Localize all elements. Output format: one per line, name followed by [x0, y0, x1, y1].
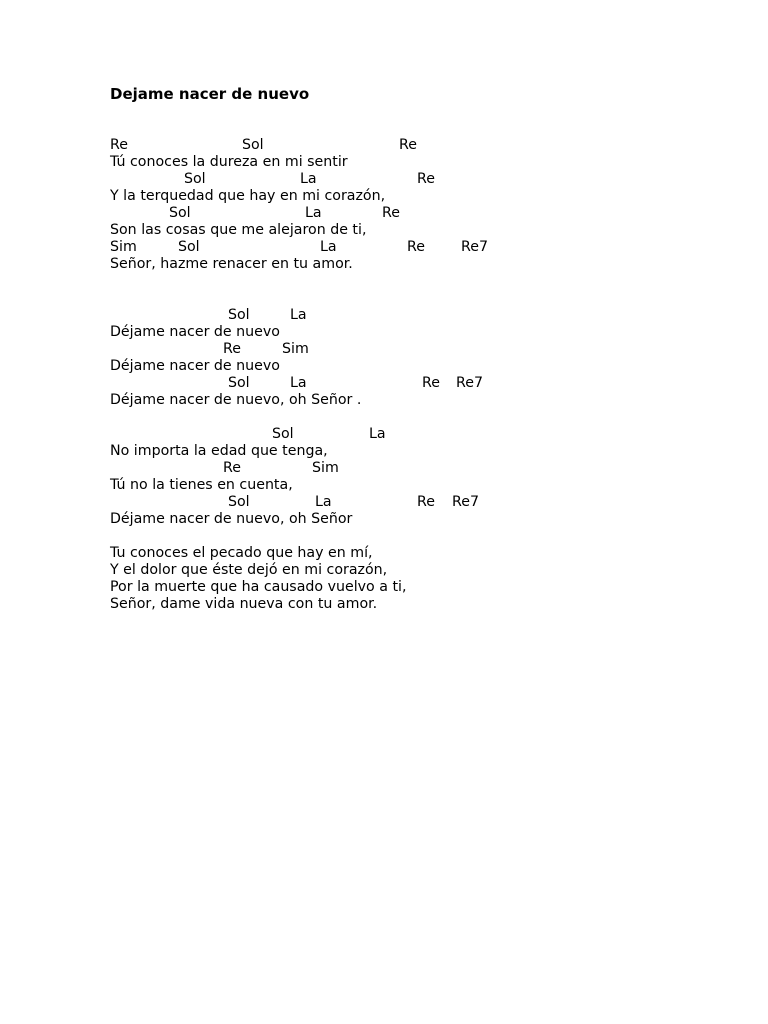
chord: Sim: [282, 341, 309, 357]
lyric-line: Señor, hazme renacer en tu amor.: [110, 256, 353, 272]
chord: Re: [399, 137, 417, 153]
chord: La: [290, 375, 307, 391]
chord: Re: [110, 137, 128, 153]
chord: Re: [417, 171, 435, 187]
chord: La: [290, 307, 307, 323]
chord: Re: [422, 375, 440, 391]
lyric-line: Y la terquedad que hay en mi corazón,: [110, 188, 386, 204]
lyric-line: Déjame nacer de nuevo, oh Señor .: [110, 392, 362, 408]
chord: La: [320, 239, 337, 255]
chord: Sol: [228, 494, 250, 510]
lyric-line: Tu conoces el pecado que hay en mí,: [110, 545, 373, 561]
chord: Sim: [312, 460, 339, 476]
chord: Sol: [228, 375, 250, 391]
lyric-line: Déjame nacer de nuevo: [110, 324, 280, 340]
lyric-line: Tú conoces la dureza en mi sentir: [110, 154, 348, 170]
chord: Sol: [242, 137, 264, 153]
chord: La: [305, 205, 322, 221]
lyric-line: Déjame nacer de nuevo, oh Señor: [110, 511, 353, 527]
chord: Re7: [456, 375, 483, 391]
lyric-line: Y el dolor que éste dejó en mi corazón,: [110, 562, 388, 578]
chord: Re7: [452, 494, 479, 510]
song-title: Dejame nacer de nuevo: [110, 85, 310, 103]
chord: Sol: [272, 426, 294, 442]
chord: Re: [382, 205, 400, 221]
chord: Sim: [110, 239, 137, 255]
chord: La: [315, 494, 332, 510]
chord: Sol: [184, 171, 206, 187]
lyric-line: Por la muerte que ha causado vuelvo a ti,: [110, 579, 407, 595]
chord: La: [369, 426, 386, 442]
lyric-line: No importa la edad que tenga,: [110, 443, 328, 459]
chord: Sol: [178, 239, 200, 255]
chord: Re: [223, 341, 241, 357]
chord: Re: [407, 239, 425, 255]
chord: La: [300, 171, 317, 187]
lyric-line: Tú no la tienes en cuenta,: [110, 477, 293, 493]
chord: Sol: [228, 307, 250, 323]
lyric-line: Déjame nacer de nuevo: [110, 358, 280, 374]
lyric-line: Son las cosas que me alejaron de ti,: [110, 222, 367, 238]
chord: Re: [417, 494, 435, 510]
chord: Re: [223, 460, 241, 476]
chord: Sol: [169, 205, 191, 221]
chord: Re7: [461, 239, 488, 255]
lyric-line: Señor, dame vida nueva con tu amor.: [110, 596, 378, 612]
